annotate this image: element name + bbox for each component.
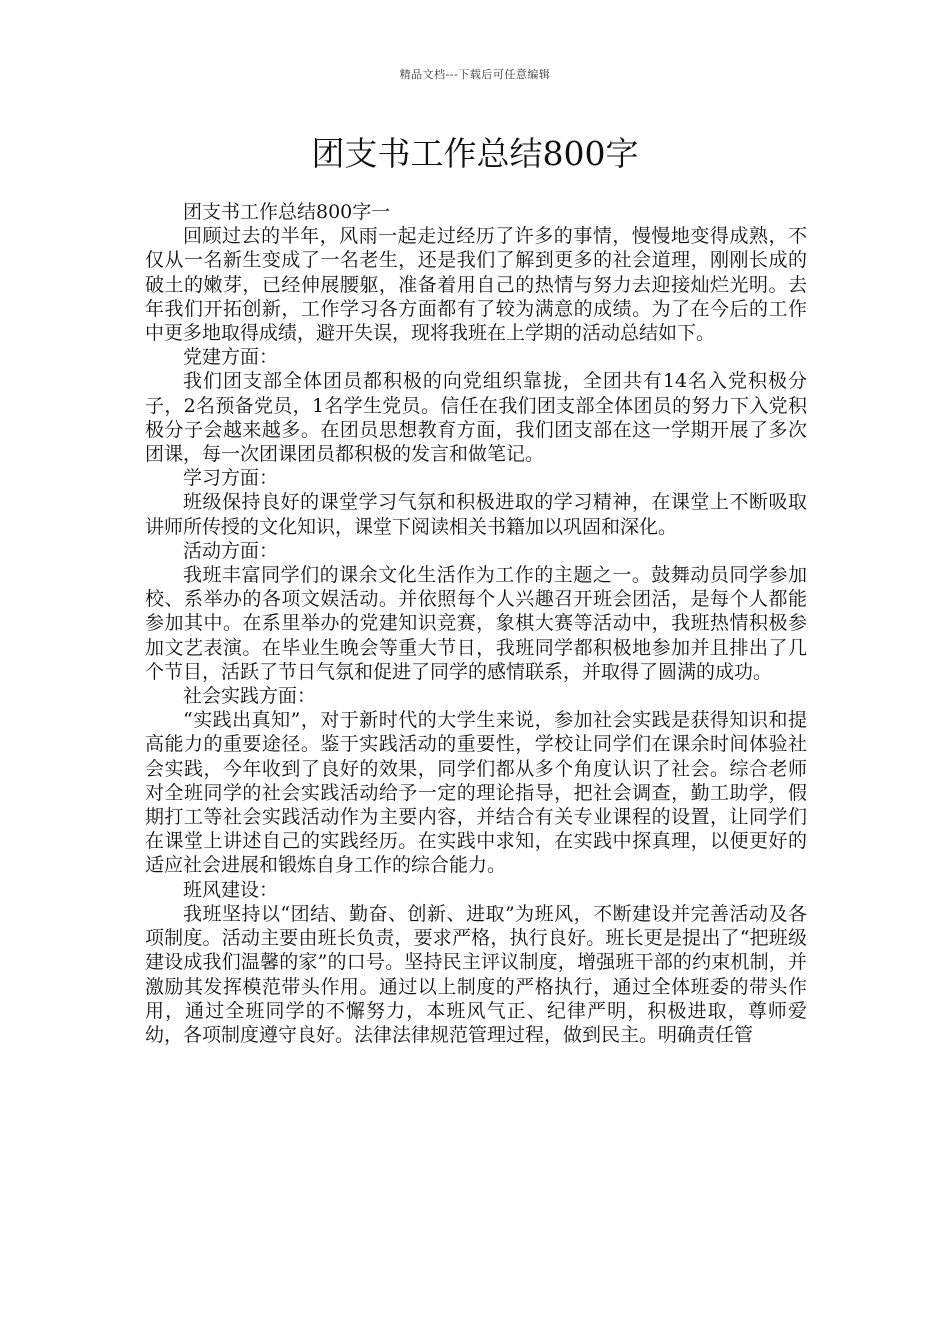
document-header-note: 精品文档---下载后可任意编辑 <box>399 68 551 81</box>
intro-paragraph: 回顾过去的半年，风雨一起走过经历了许多的事情，慢慢地变得成熟，不仅从一名新生变成了一名老生，还是我们了解到更多的社会道理，刚刚长成的破土的嫩芽，已经伸展腰躯，准备着用自己的热情与努力去迎接灿烂光明。去年我们开拓创新，工作学习各方面都有了较为满意的成绩。为了在今后的工作中更多地取得成绩，避开失误，现将我班在上学期的活动总结如下。 <box>145 225 807 345</box>
section-heading-activities: 活动方面： <box>183 539 279 562</box>
study-paragraph: 班级保持良好的课堂学习气氛和积极进取的学习精神，在课堂上不断吸取讲师所传授的文化知识，课堂下阅读相关书籍加以巩固和深化。 <box>145 491 807 538</box>
practice-paragraph: “实践出真知”，对于新时代的大学生来说，参加社会实践是获得知识和提高能力的重要途径。鉴于实践活动的重要性，学校让同学们在课余时间体验社会实践，今年收到了良好的效果，同学们都从多个角度认识了社会。综合老师对全班同学的社会实践活动给予一定的理论指导，把社会调查，勤工助学，假期打工等社会实践活动作为主要内容，并结合有关专业课程的设置，让同学们在课堂上讲述自己的实践经历。在实践中求知，在实践中探真理，以便更好的适应社会进展和锻炼自身工作的综合能力。 <box>145 709 807 877</box>
section-heading-practice: 社会实践方面： <box>183 685 317 708</box>
activities-paragraph: 我班丰富同学们的课余文化生活作为工作的主题之一。鼓舞动员同学参加校、系举办的各项文娱活动。并依照每个人兴趣召开班会团活，是每个人都能参加其中。在系里举办的党建知识竞赛，象棋大赛等活动中，我班热情积极参加文艺表演。在毕业生晚会等重大节日，我班同学都积极地参加并且排出了几个节目，活跃了节日气氛和促进了同学的感情联系，并取得了圆满的成功。 <box>145 564 807 683</box>
class-spirit-paragraph: 我班坚持以“团结、勤奋、创新、进取”为班风，不断建设并完善活动及各项制度。活动主要由班长负责，要求严格，执行良好。班长更是提出了“把班级建设成我们温馨的家”的口号。坚持民主评议制度，增强班干部的约束机制，并激励其发挥模范带头作用。通过以上制度的严格执行，通过全体班委的带头作用，通过全班同学的不懈努力，本班风气正、纪律严明，积极进取，尊师爱幼，各项制度遵守良好。法律法律规范管理过程，做到民主。明确责任管 <box>145 902 807 1046</box>
section-subtitle: 团支书工作总结800字一 <box>183 201 391 223</box>
section-heading-party: 党建方面： <box>183 346 279 369</box>
document-title: 团支书工作总结800字 <box>311 134 639 173</box>
section-heading-class-spirit: 班风建设： <box>183 878 279 901</box>
section-heading-study: 学习方面： <box>183 467 279 490</box>
document-body <box>145 200 807 1047</box>
party-paragraph: 我们团支部全体团员都积极的向党组织靠拢，全团共有14名入党积极分子，2名预备党员，1名学生党员。信任在我们团支部全体团员的努力下入党积极分子会越来越多。在团员思想教育方面，我们团支部在这一学期开展了多次团课，每一次团课团员都积极的发言和做笔记。 <box>145 370 807 466</box>
